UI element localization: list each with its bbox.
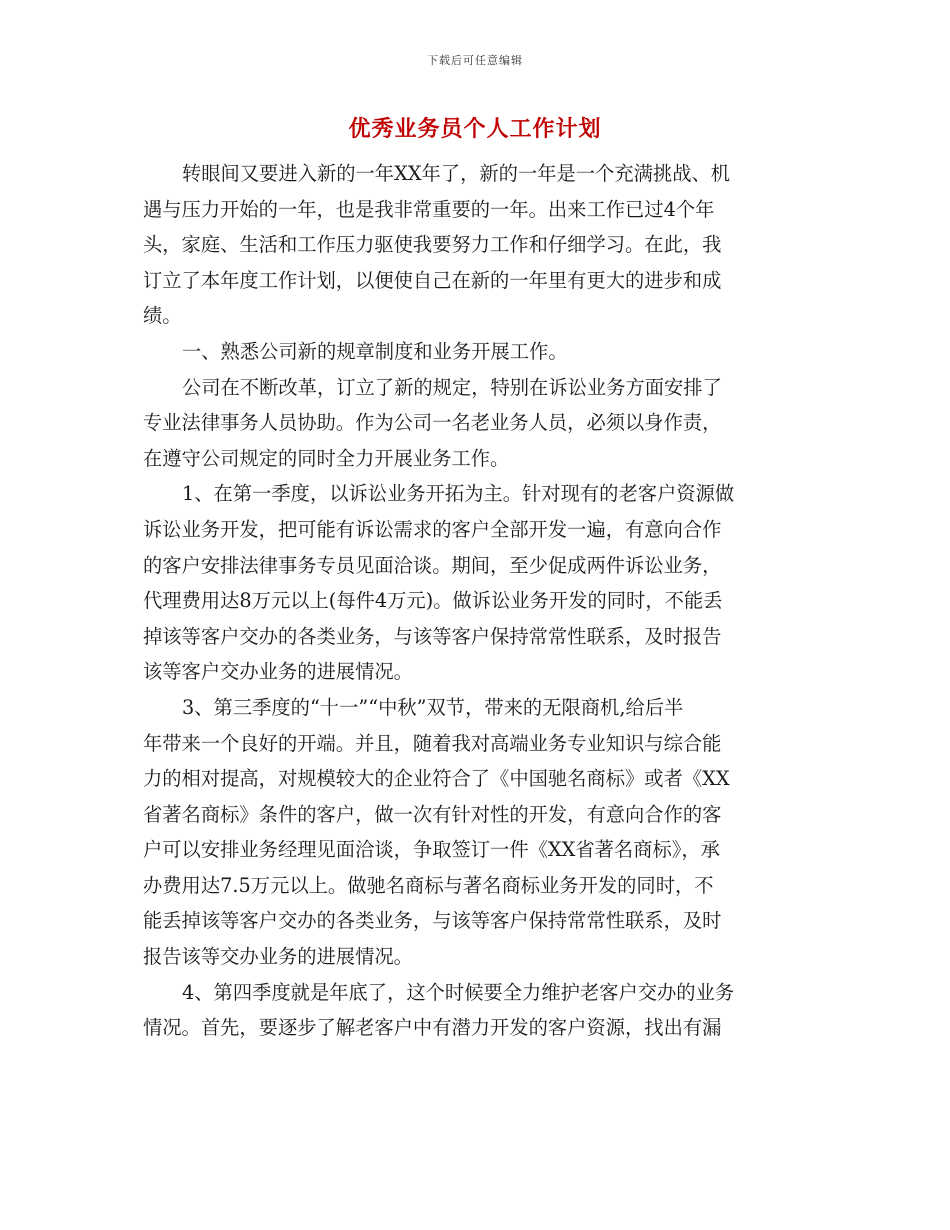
document-title: 优秀业务员个人工作计划 [348, 116, 602, 142]
text-line: 在遵守公司规定的同时全力开展业务工作。 [143, 446, 510, 470]
text-line: 户可以安排业务经理见面洽谈，争取签订一件《XX省著名商标》，承 [143, 838, 720, 862]
text-line: 公司在不断改革，订立了新的规定，特别在诉讼业务方面安排了 [182, 375, 722, 399]
text-line: 年带来一个良好的开端。并且，随着我对高端业务专业知识与综合能 [143, 731, 722, 755]
section-heading: 一、熟悉公司新的规章制度和业务开展工作。 [182, 339, 568, 363]
text-line: 能丢掉该等客户交办的各类业务，与该等客户保持常常性联系，及时 [143, 909, 722, 933]
text-line: 掉该等客户交办的各类业务，与该等客户保持常常性联系，及时报告 [143, 624, 722, 648]
text-line: 的客户安排法律事务专员见面洽谈。期间，至少促成两件诉讼业务， [143, 553, 722, 577]
text-line: 办费用达7.5万元以上。做驰名商标与著名商标业务开发的同时，不 [143, 873, 714, 897]
text-line: 该等客户交办业务的进展情况。 [143, 660, 413, 684]
text-line: 绩。 [143, 304, 182, 328]
text-line: 力的相对提高，对规模较大的企业符合了《中国驰名商标》或者《XX [143, 767, 730, 791]
text-line: 报告该等交办业务的进展情况。 [143, 945, 413, 969]
text-line: 诉讼业务开发，把可能有诉讼需求的客户全部开发一遍，有意向合作 [143, 517, 722, 541]
text-line: 转眼间又要进入新的一年XX年了，新的一年是一个充满挑战、机 [182, 162, 731, 185]
document-body [143, 156, 811, 1046]
header-note: 下载后可任意编辑 [427, 54, 523, 67]
text-line: 代理费用达8万元以上(每件4万元)。做诉讼业务开发的同时，不能丢 [143, 589, 723, 613]
text-line: 订立了本年度工作计划，以便使自己在新的一年里有更大的进步和成 [143, 268, 722, 292]
text-line: 情况。首先，要逐步了解老客户中有潜力开发的客户资源，找出有漏 [143, 1016, 722, 1040]
text-line: 省著名商标》条件的客户，做一次有针对性的开发，有意向合作的客 [143, 802, 722, 826]
text-line: 头，家庭、生活和工作压力驱使我要努力工作和仔细学习。在此，我 [143, 233, 722, 257]
text-line: 专业法律事务人员协助。作为公司一名老业务人员，必须以身作责， [143, 411, 722, 435]
text-line: 遇与压力开始的一年，也是我非常重要的一年。出来工作已过4个年 [143, 197, 715, 221]
text-line: 3、第三季度的“十一”“中秋”双节，带来的无限商机,给后半 [182, 695, 684, 719]
text-line: 4、第四季度就是年底了，这个时候要全力维护老客户交办的业务 [182, 980, 735, 1004]
text-line: 1、在第一季度，以诉讼业务开拓为主。针对现有的老客户资源做 [182, 482, 735, 506]
